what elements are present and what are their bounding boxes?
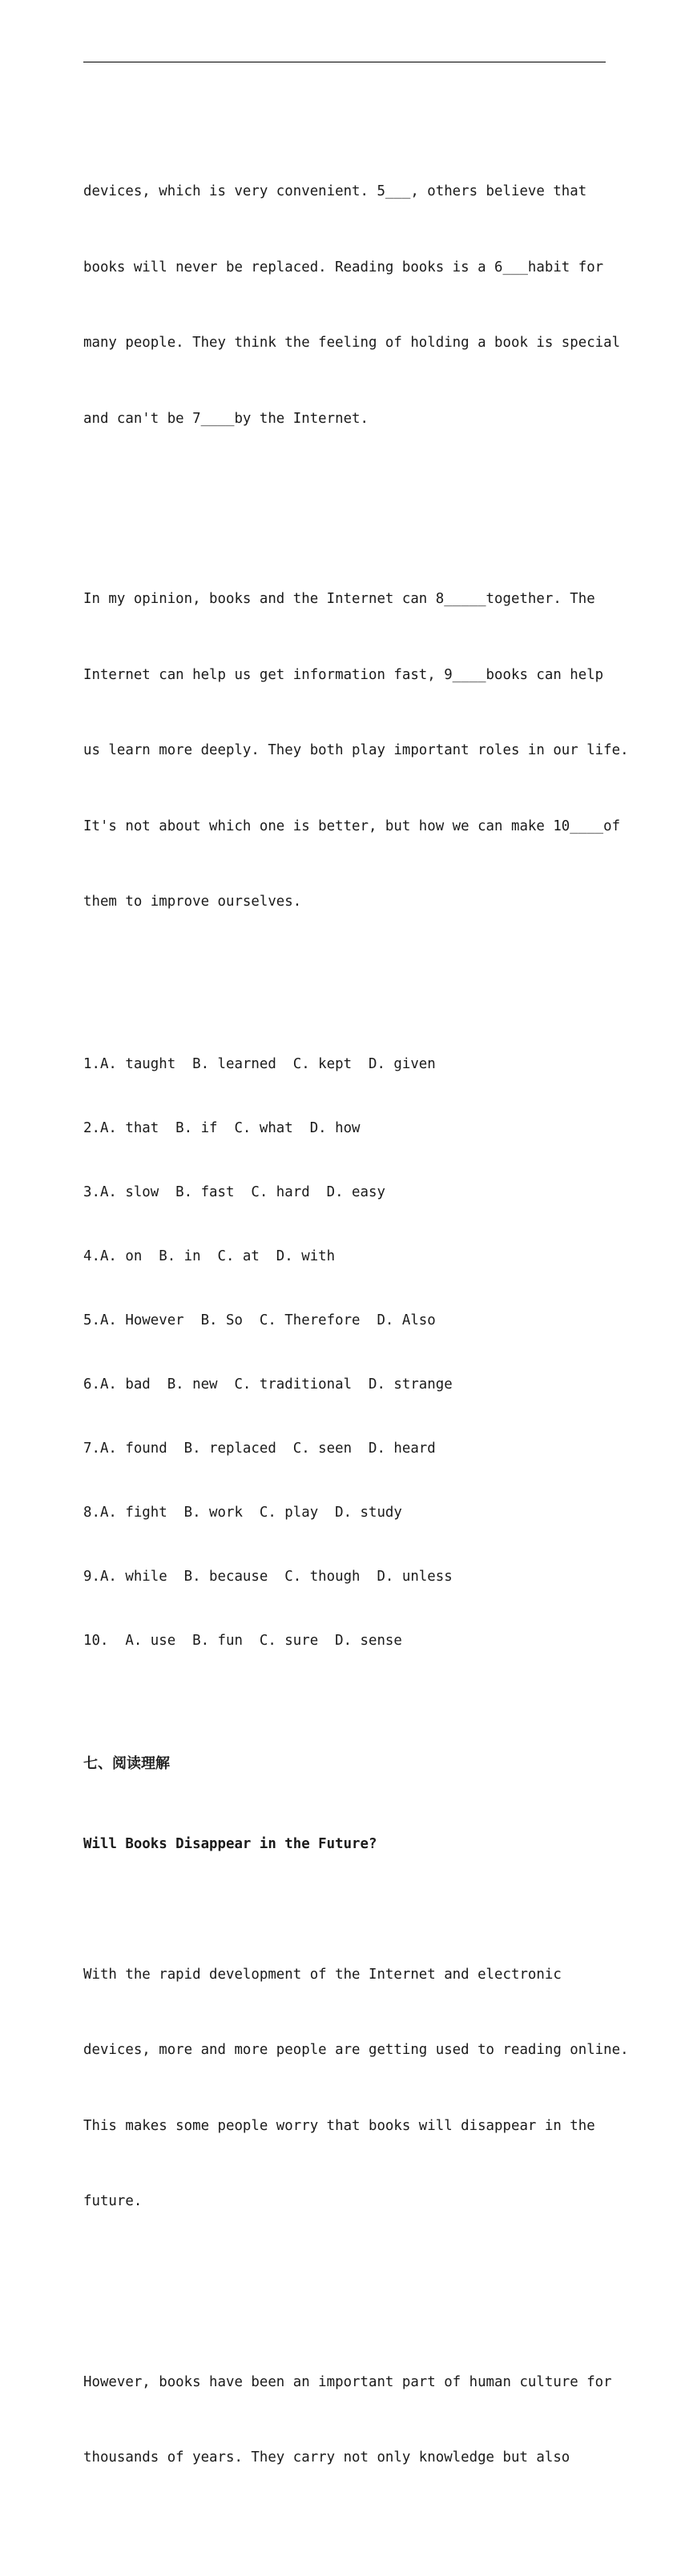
- answer-option-4: 4.A. on B. in C. at D. with: [83, 1248, 336, 1264]
- document-content: [83, 81, 629, 2576]
- answer-option-5: 5.A. However B. So C. Therefore D. Also: [83, 1312, 436, 1328]
- answer-option-9: 9.A. while B. because C. though D. unless: [83, 1568, 453, 1585]
- text-line: devices, which is very convenient. 5___, others believe that: [83, 183, 587, 199]
- text-line: thousands of years. They carry not only knowledge but also: [83, 2449, 570, 2465]
- text-line: This makes some people worry that books will disappear in the: [83, 2117, 595, 2134]
- text-line: However, books have been an important part of human culture for: [83, 2373, 612, 2390]
- answer-option-8: 8.A. fight B. work C. play D. study: [83, 1504, 402, 1521]
- cloze-paragraph-2: [83, 536, 629, 966]
- article-paragraph-1: [83, 1912, 629, 2265]
- article-paragraph-2: [83, 2320, 622, 2522]
- section-heading: 七、阅读理解: [83, 1754, 170, 1772]
- text-line: many people. They think the feeling of holding a book is special: [83, 335, 621, 351]
- text-line: In my opinion, books and the Internet can 8_____together. The: [83, 591, 595, 607]
- text-line: It's not about which one is better, but how we can make 10____of: [83, 818, 621, 834]
- text-line: Internet can help us get information fast, 9____books can help: [83, 666, 604, 683]
- text-line: With the rapid development of the Internet and electronic: [83, 1966, 562, 1983]
- text-line: books will never be replaced. Reading books is a 6___habit for: [83, 259, 604, 275]
- text-line: future.: [83, 2193, 143, 2209]
- answer-option-10: 10. A. use B. fun C. sure D. sense: [83, 1632, 402, 1649]
- answer-option-6: 6.A. bad B. new C. traditional D. strange: [83, 1376, 453, 1392]
- text-line: devices, more and more people are getting used to reading online.: [83, 2042, 629, 2058]
- answer-option-2: 2.A. that B. if C. what D. how: [83, 1119, 361, 1136]
- answer-option-1: 1.A. taught B. learned C. kept D. given: [83, 1055, 436, 1072]
- text-line: us learn more deeply. They both play important roles in our life.: [83, 742, 629, 758]
- cloze-paragraph-1: [83, 129, 622, 482]
- article-title: Will Books Disappear in the Future?: [83, 1835, 377, 1852]
- answer-option-3: 3.A. slow B. fast C. hard D. easy: [83, 1184, 385, 1200]
- text-line: them to improve ourselves.: [83, 894, 302, 910]
- answer-options-list: [83, 1020, 622, 1693]
- text-line: and can't be 7____by the Internet.: [83, 410, 369, 427]
- answer-option-7: 7.A. found B. replaced C. seen D. heard: [83, 1440, 436, 1457]
